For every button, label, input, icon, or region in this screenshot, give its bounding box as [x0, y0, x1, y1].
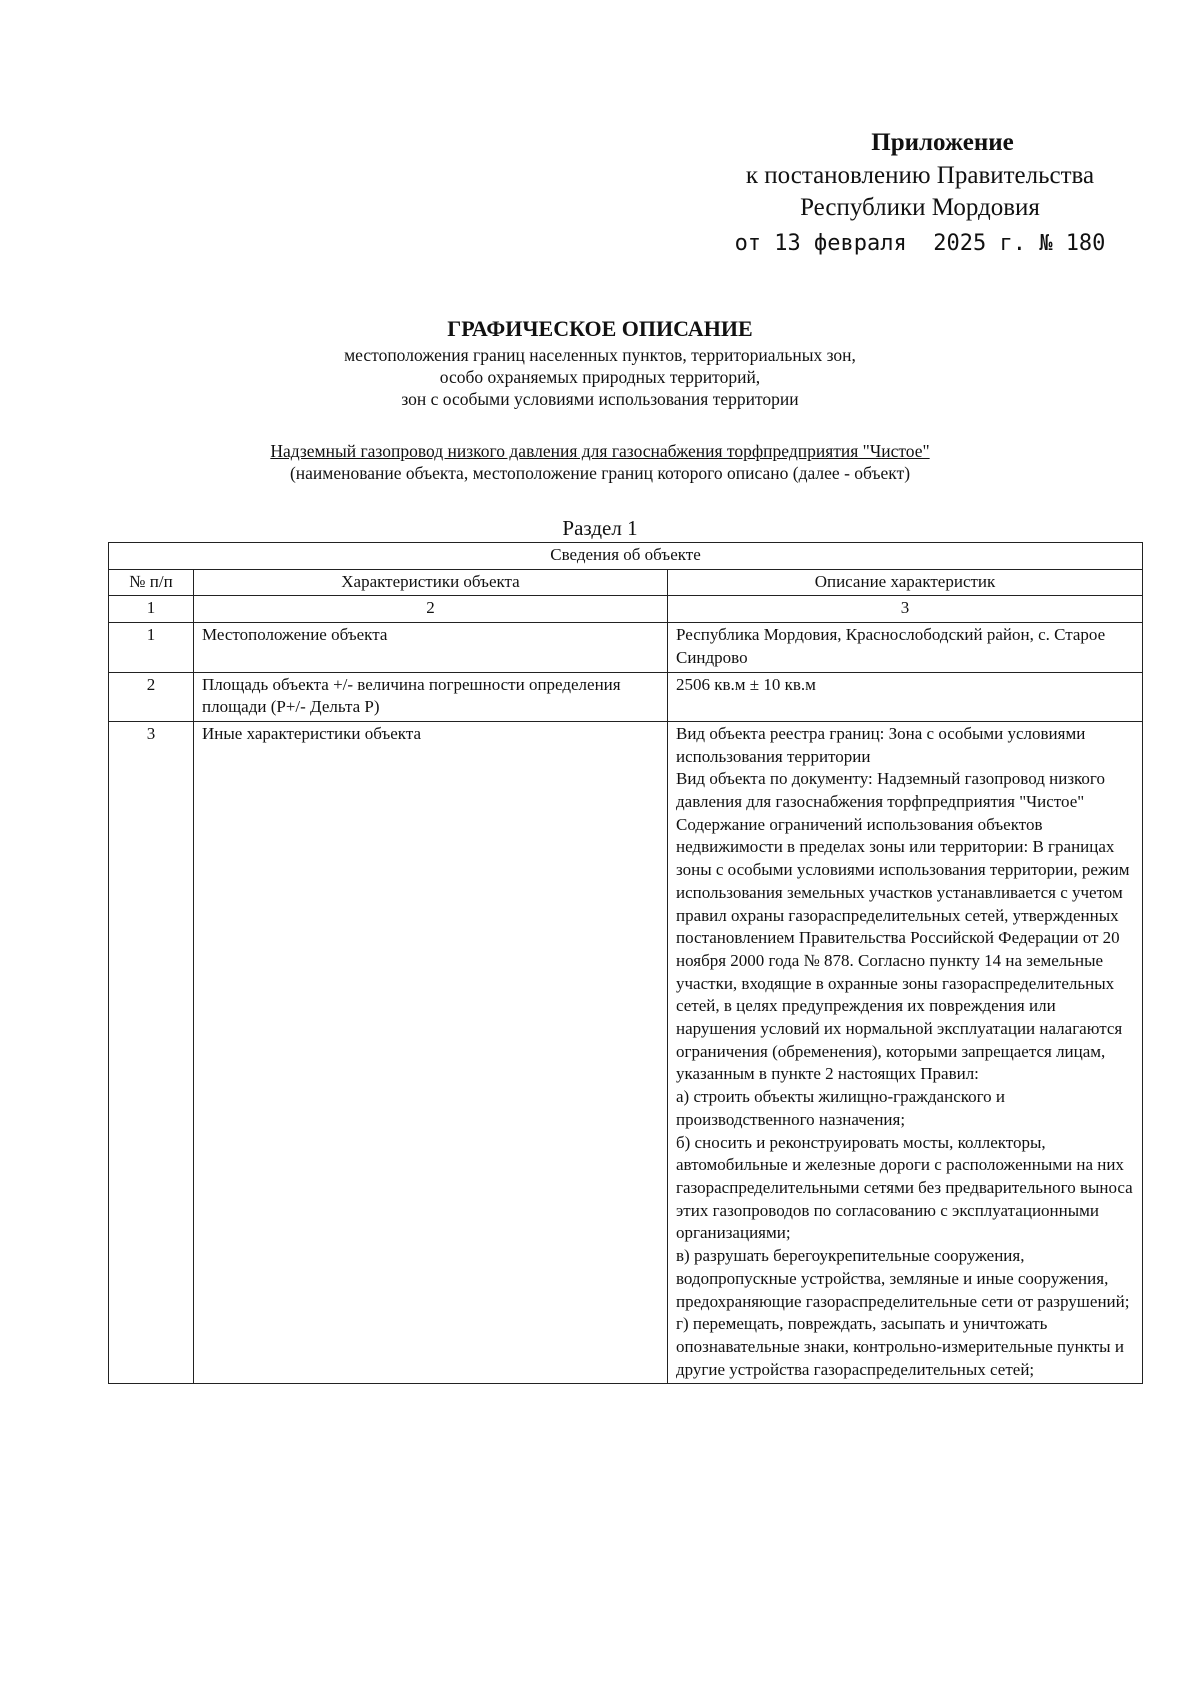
row-characteristic: Местоположение объекта [194, 623, 668, 672]
document-heading [250, 314, 950, 410]
section-label: Раздел 1 [562, 516, 638, 540]
row-description-paragraph: 2506 кв.м ± 10 кв.м [676, 674, 816, 694]
table-row [109, 623, 1143, 672]
table-caption: Сведения об объекте [109, 543, 1143, 570]
row-description [668, 672, 1143, 721]
row-number: 1 [109, 623, 194, 672]
object-name: Надземный газопровод низкого давления для газоснабжения торфпредприятия "Чистое" [270, 441, 930, 461]
row-number: 3 [109, 721, 194, 1383]
appendix-date-line: от 13 февраля 2025 г. № 180 [734, 231, 1106, 256]
column-number-1: 1 [109, 596, 194, 623]
object-name-caption: (наименование объекта, местоположение границ которого описано (далее - объект) [289, 463, 911, 483]
row-description [668, 623, 1143, 672]
row-description-paragraph: Вид объекта по документу: Надземный газопровод низкого давления для газоснабжения торфпредприятия "Чистое" [676, 769, 1105, 812]
document-subtitle-1: местоположения границ населенных пунктов, территориальных зон, [344, 345, 856, 365]
document-title: ГРАФИЧЕСКОЕ ОПИСАНИЕ [447, 316, 753, 341]
header-number: № п/п [109, 569, 194, 596]
appendix-title: Приложение [871, 129, 1014, 156]
header-characteristics: Характеристики объекта [194, 569, 668, 596]
table-column-number-row [109, 596, 1143, 623]
table-caption-row [109, 543, 1143, 570]
appendix-line-2: Республики Мордовия [800, 194, 1040, 221]
row-description-paragraph: Содержание ограничений использования объектов недвижимости в пределах зоны или территории: В границах зоны с особыми условиями использования территории, режим использования земельных участков устанавливается с учетом правил охраны газораспределительных сетей, утвержденных постановлением Правительства Российской Федерации от 20 ноября 2000 года № 878. Согласно пункту 14 на земельные участки, входящие в охранные зоны газораспределительных сетей, в целях предупреждения их повреждения или нарушения условий их нормальной эксплуатации налагаются ограничения (обременения), которыми запрещается лицам, указанным в пункте 2 настоящих Правил: [676, 814, 1130, 1084]
object-info-table [108, 542, 1143, 1384]
row-description [668, 721, 1143, 1383]
row-description-paragraph: в) разрушать берегоукрепительные сооружения, водопропускные устройства, земляные и иные сооружения, предохраняющие газораспределительные сети от разрушений; [676, 1246, 1130, 1311]
row-description-paragraph: б) сносить и реконструировать мосты, коллекторы, автомобильные и железные дороги с расположенными на них газораспределительными сетями без предварительного выноса этих газопроводов по согласованию с эксплуатационными организациями; [676, 1132, 1133, 1243]
row-number: 2 [109, 672, 194, 721]
object-name-block [190, 440, 1010, 484]
row-characteristic: Площадь объекта +/- величина погрешности определения площади (Р+/- Дельта Р) [194, 672, 668, 721]
appendix-line-1: к постановлению Правительства [745, 162, 1095, 189]
document-subtitle-2: особо охраняемых природных территорий, [439, 367, 761, 387]
header-description: Описание характеристик [668, 569, 1143, 596]
table-row [109, 721, 1143, 1383]
appendix-block [700, 126, 1140, 262]
column-number-3: 3 [668, 596, 1143, 623]
row-description-paragraph: Вид объекта реестра границ: Зона с особыми условиями использования территории [676, 723, 1086, 766]
row-characteristic: Иные характеристики объекта [194, 721, 668, 1383]
document-subtitle-3: зон с особыми условиями использования территории [401, 389, 799, 409]
table-header-row [109, 569, 1143, 596]
row-description-paragraph: г) перемещать, повреждать, засыпать и уничтожать опознавательные знаки, контрольно-измерительные пункты и другие устройства газораспределительных сетей; [676, 1314, 1124, 1379]
row-description-paragraph: Республика Мордовия, Краснослободский район, с. Старое Синдрово [676, 625, 1106, 667]
row-description-paragraph: а) строить объекты жилищно-гражданского и производственного назначения; [676, 1087, 1006, 1129]
column-number-2: 2 [194, 596, 668, 623]
table-row [109, 672, 1143, 721]
